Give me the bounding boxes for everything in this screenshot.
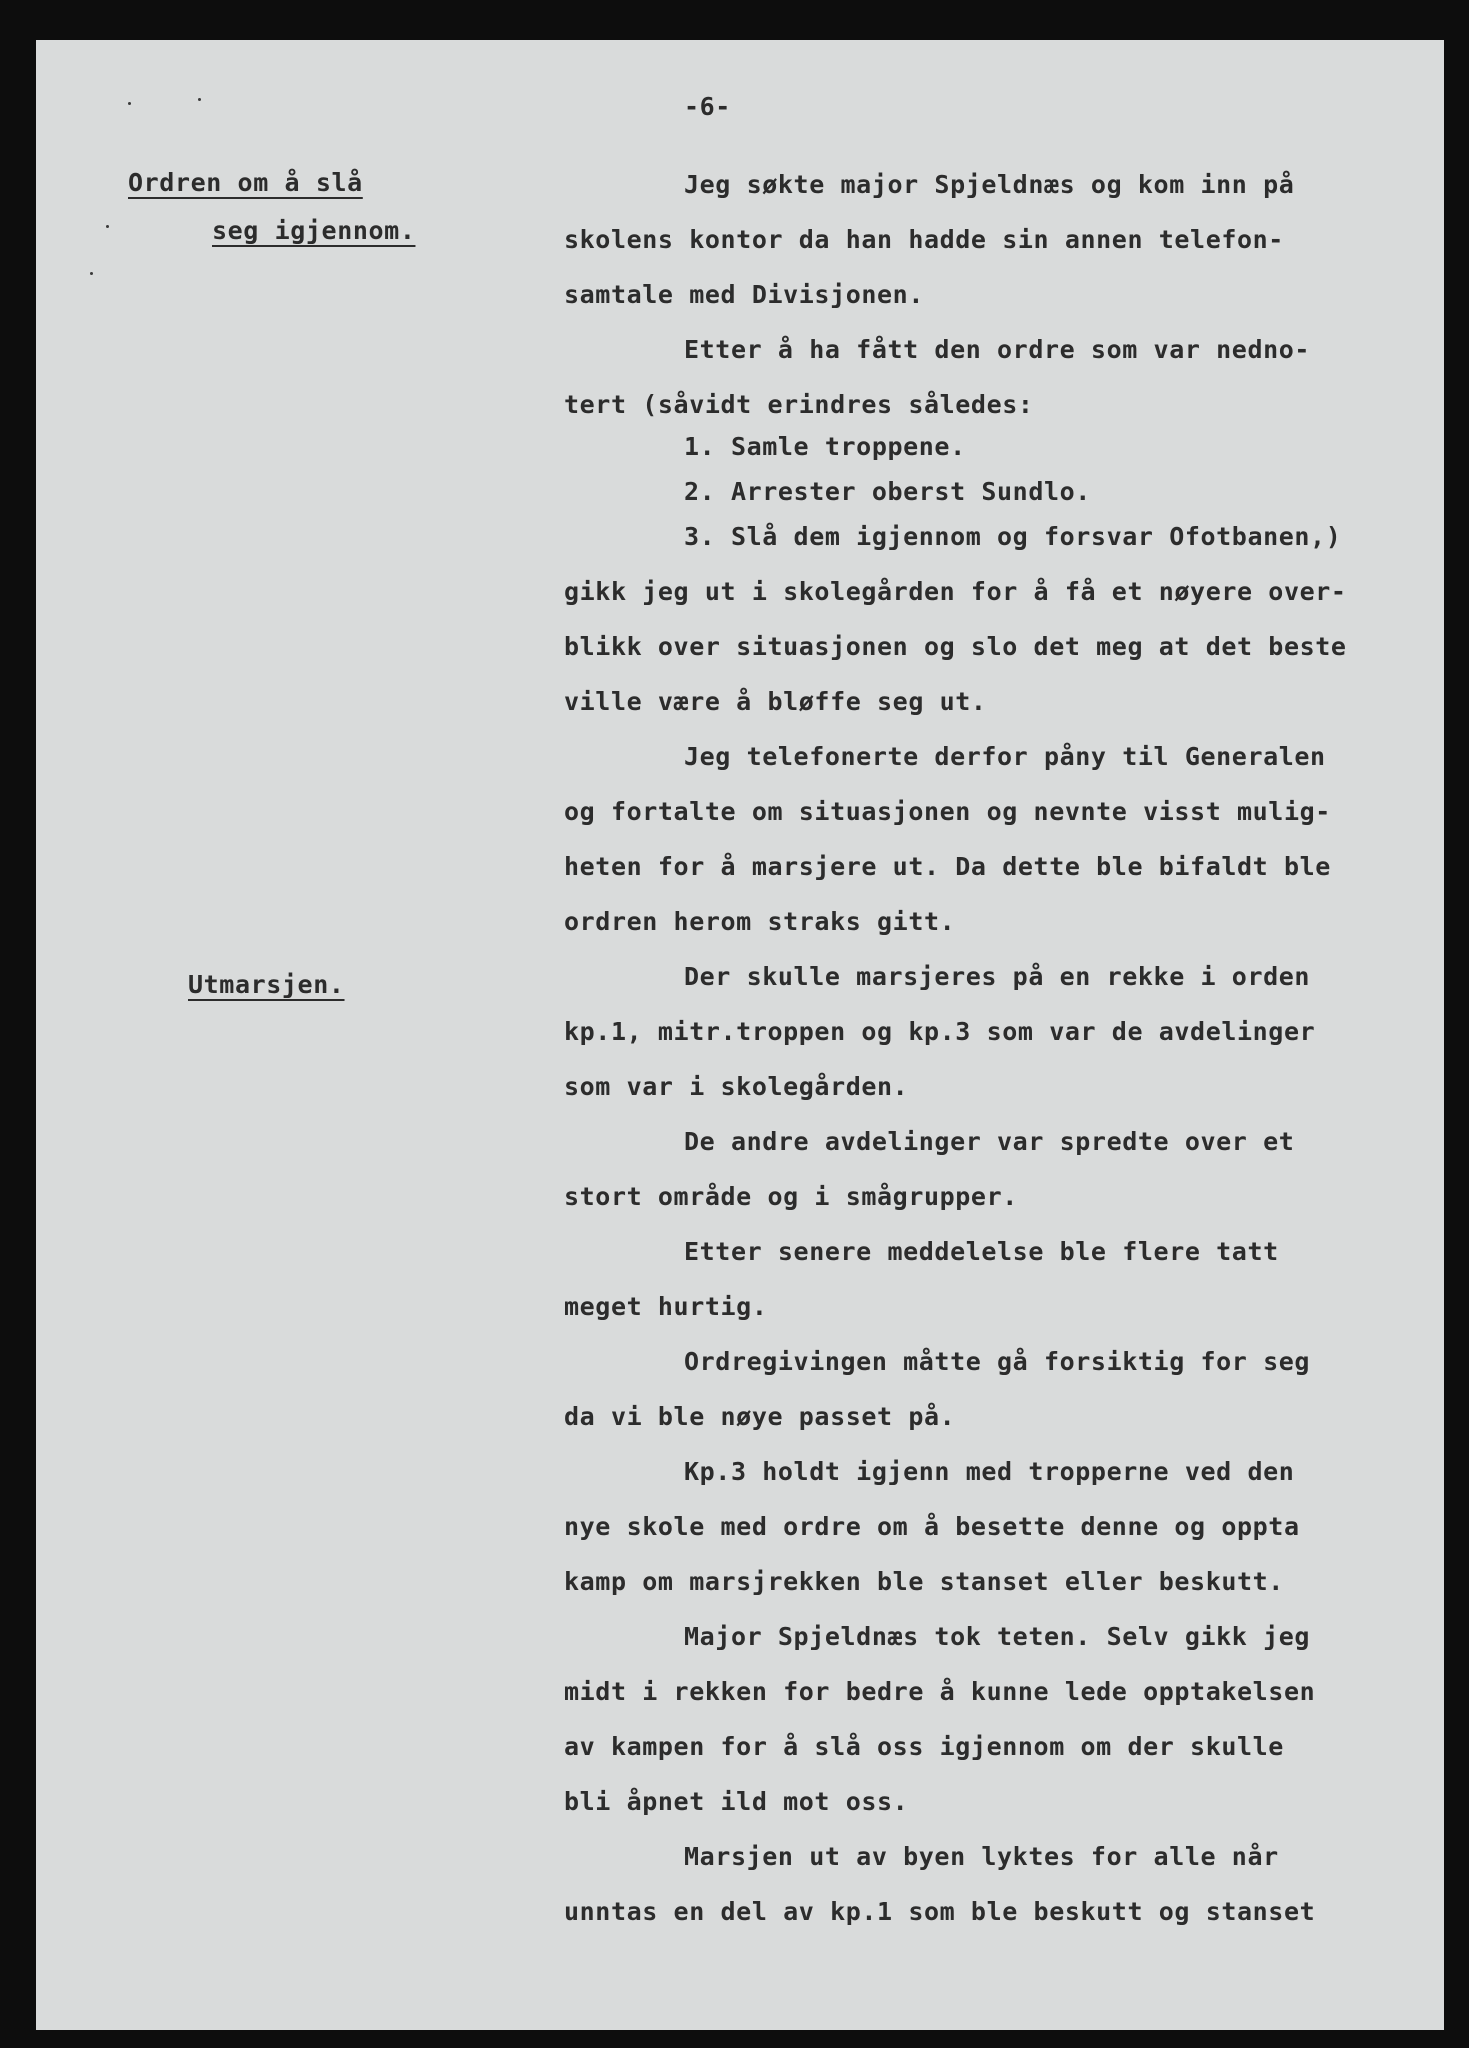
text-line: Jeg søkte major Spjeldnæs og kom inn på	[684, 170, 1295, 199]
text-line: nye skole med ordre om å besette denne og oppta	[564, 1512, 1300, 1541]
text-line: meget hurtig.	[564, 1292, 768, 1321]
text-line: Kp.3 holdt igjenn med tropperne ved den	[684, 1457, 1295, 1486]
speck	[90, 272, 93, 275]
text-line: Ordregivingen måtte gå forsiktig for seg	[684, 1347, 1311, 1376]
text-line: samtale med Divisjonen.	[564, 280, 924, 309]
text-line: 2. Arrester oberst Sundlo.	[684, 477, 1091, 506]
text-line: bli åpnet ild mot oss.	[564, 1787, 909, 1816]
text-line: Marsjen ut av byen lyktes for alle når	[684, 1842, 1279, 1871]
speck	[106, 225, 109, 228]
text-line: gikk jeg ut i skolegården for å få et nøyere over-	[564, 577, 1347, 606]
text-line: Der skulle marsjeres på en rekke i orden	[684, 962, 1311, 991]
text-line: Etter å ha fått den ordre som var nedno-	[684, 335, 1311, 364]
text-line: midt i rekken for bedre å kunne lede opptakelsen	[564, 1677, 1316, 1706]
text-line: stort område og i smågrupper.	[564, 1182, 1018, 1211]
text-line: Major Spjeldnæs tok teten. Selv gikk jeg	[684, 1622, 1311, 1651]
document-page	[36, 40, 1444, 2030]
text-line: 3. Slå dem igjennom og forsvar Ofotbanen,)	[684, 522, 1342, 551]
text-line: De andre avdelinger var spredte over et	[684, 1127, 1295, 1156]
text-line: av kampen for å slå oss igjennom om der skulle	[564, 1732, 1284, 1761]
text-line: Etter senere meddelelse ble flere tatt	[684, 1237, 1279, 1266]
text-line: kp.1, mitr.troppen og kp.3 som var de avdelinger	[564, 1017, 1316, 1046]
text-line: da vi ble nøye passet på.	[564, 1402, 956, 1431]
text-line: ville være å bløffe seg ut.	[564, 687, 987, 716]
page-number: -6-	[684, 92, 731, 121]
text-line: blikk over situasjonen og slo det meg at det beste	[564, 632, 1347, 661]
text-line: kamp om marsjrekken ble stanset eller beskutt.	[564, 1567, 1284, 1596]
margin-note-order-cont: seg igjennom.	[212, 216, 416, 245]
text-line: ordren herom straks gitt.	[564, 907, 956, 936]
margin-note-utmarsjen: Utmarsjen.	[188, 970, 345, 999]
text-line: Jeg telefonerte derfor påny til Generalen	[684, 742, 1326, 771]
speck	[198, 98, 201, 101]
text-line: tert (såvidt erindres således:	[564, 390, 1034, 419]
text-line: skolens kontor da han hadde sin annen telefon-	[564, 225, 1284, 254]
text-line: og fortalte om situasjonen og nevnte visst mulig-	[564, 797, 1331, 826]
text-line: som var i skolegården.	[564, 1072, 909, 1101]
text-line: 1. Samle troppene.	[684, 432, 966, 461]
text-line: heten for å marsjere ut. Da dette ble bifaldt ble	[564, 852, 1331, 881]
margin-note-order: Ordren om å slå	[128, 168, 363, 197]
text-line: unntas en del av kp.1 som ble beskutt og stanset	[564, 1897, 1316, 1926]
speck	[128, 102, 131, 105]
